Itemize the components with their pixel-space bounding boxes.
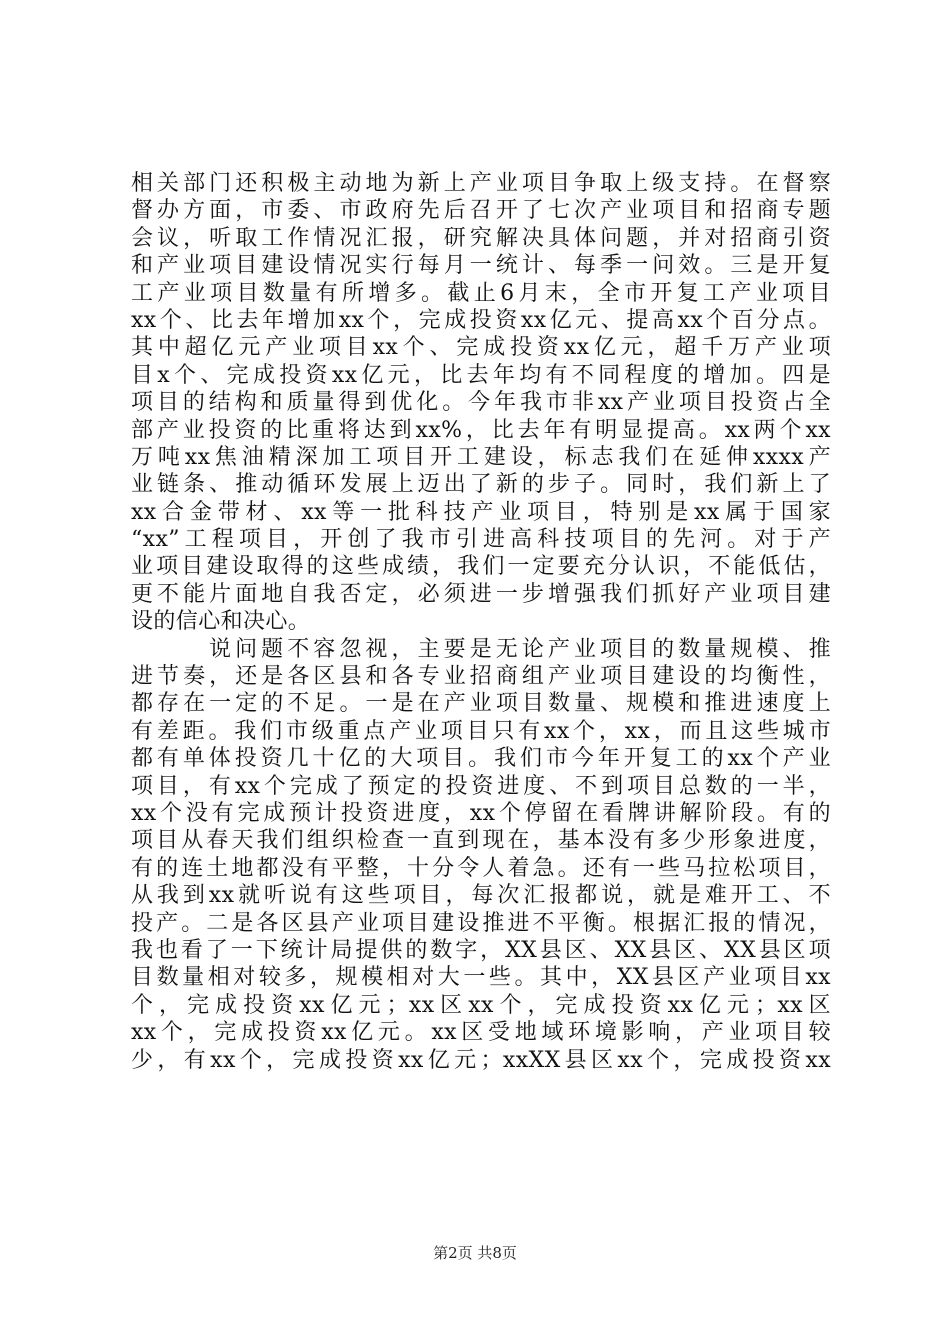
text-line: “xx”工程项目，开创了我市引进高科技项目的先河。对于产 [131,527,831,553]
text-line: 从我到xx就听说有这些项目，每次汇报都说，就是难开工、不 [131,883,831,909]
text-line: 我也看了一下统计局提供的数字，XX县区、XX县区、XX县区项 [131,937,831,963]
text-line: xx合金带材、xx等一批科技产业项目，特别是xx属于国家 [131,499,831,525]
text-line: 项目的结构和质量得到优化。今年我市非xx产业项目投资占全 [131,390,831,416]
text-line: xx个，完成投资xx亿元。xx区受地域环境影响，产业项目较 [131,1020,831,1046]
text-line: 目数量相对较多，规模相对大一些。其中，XX县区产业项目xx [131,965,831,991]
text-line: 和产业项目建设情况实行每月一统计、每季一问效。三是开复 [131,253,831,279]
page-number: 第2页 共8页 [433,1244,517,1262]
text-line: 其中超亿元产业项目xx个、完成投资xx亿元，超千万产业项 [131,335,831,361]
text-line: 说问题不容忽视，主要是无论产业项目的数量规模、推 [209,636,831,662]
text-line: 进节奏，还是各区县和各专业招商组产业项目建设的均衡性， [131,664,831,690]
text-line: 有的连土地都没有平整，十分令人着急。还有一些马拉松项目， [131,855,831,881]
text-line: 部产业投资的比重将达到xx%，比去年有明显提高。xx两个xx [131,417,831,443]
text-line: 投产。二是各区县产业项目建设推进不平衡。根据汇报的情况， [131,910,831,936]
text-line: 会议，听取工作情况汇报，研究解决具体问题，并对招商引资 [131,225,831,251]
text-line: 项目，有xx个完成了预定的投资进度、不到项目总数的一半， [131,773,831,799]
text-line: xx个没有完成预计投资进度，xx个停留在看牌讲解阶段。有的 [131,800,831,826]
text-line: 目x个、完成投资xx亿元，比去年均有不同程度的增加。四是 [131,362,831,388]
text-line: 个，完成投资xx亿元；xx区xx个，完成投资xx亿元；xx区 [131,992,831,1018]
text-line: 少，有xx个，完成投资xx亿元；xxXX县区xx个，完成投资xx [131,1047,831,1073]
text-line: 督办方面，市委、市政府先后召开了七次产业项目和招商专题 [131,198,831,224]
text-line: xx个、比去年增加xx个，完成投资xx亿元、提高xx个百分点。 [131,307,831,333]
text-line: 设的信心和决心。 [131,609,311,635]
text-line: 万吨xx焦油精深加工项目开工建设，标志我们在延伸xxxx产 [131,444,831,470]
text-line: 业项目建设取得的这些成绩，我们一定要充分认识，不能低估， [131,554,831,580]
text-line: 工产业项目数量有所增多。截止6月末，全市开复工产业项目 [131,280,831,306]
text-line: 都有单体投资几十亿的大项目。我们市今年开复工的xx个产业 [131,746,831,772]
text-line: 业链条、推动循环发展上迈出了新的步子。同时，我们新上了 [131,472,831,498]
text-line: 相关部门还积极主动地为新上产业项目争取上级支持。在督察 [131,171,831,196]
text-line: 有差距。我们市级重点产业项目只有xx个，xx，而且这些城市 [131,718,831,744]
body-text [131,170,831,1074]
text-line: 都存在一定的不足。一是在产业项目数量、规模和推进速度上 [131,691,831,717]
text-line: 项目从春天我们组织检查一直到现在，基本没有多少形象进度， [131,828,831,854]
text-line: 更不能片面地自我否定，必须进一步增强我们抓好产业项目建 [131,581,831,607]
